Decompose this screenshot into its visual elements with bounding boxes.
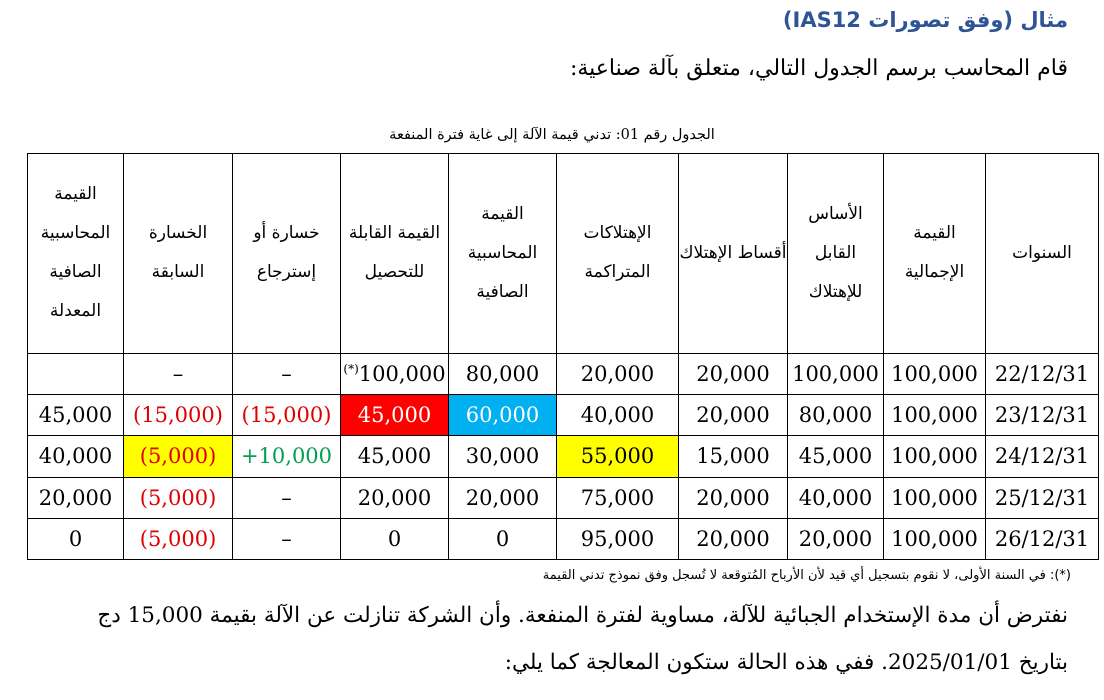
cell-previous-loss-highlighted: (5,000)	[124, 436, 233, 477]
cell-adjusted-net: 0	[28, 518, 124, 559]
cell-accumulated: 40,000	[557, 395, 679, 436]
cell-net-highlighted: 60,000	[449, 395, 557, 436]
table-caption: الجدول رقم 01: تدني قيمة الآلة إلى غاية فترة المنفعة	[389, 127, 715, 143]
cell-gross: 100,000	[884, 436, 986, 477]
header-adjusted-net-value: القيمة المحاسبية الصافية المعدلة	[28, 154, 124, 354]
cell-accumulated-highlighted: 55,000	[557, 436, 679, 477]
cell-recoverable	[341, 353, 449, 394]
cell-previous-loss: (5,000)	[124, 518, 233, 559]
cell-base: 45,000	[788, 436, 884, 477]
header-row	[28, 154, 1099, 354]
table-row	[28, 436, 1099, 477]
example-title: مثال (وفق تصورات IAS12)	[782, 8, 1068, 32]
cell-gross: 100,000	[884, 477, 986, 518]
cell-adjusted-net: 20,000	[28, 477, 124, 518]
cell-installment: 20,000	[679, 395, 788, 436]
cell-loss-reversal: –	[233, 518, 341, 559]
cell-recoverable: 0	[341, 518, 449, 559]
header-depreciable-base: الأساس القابل للإهتلاك	[788, 154, 884, 354]
cell-gross: 100,000	[884, 353, 986, 394]
cell-net: 0	[449, 518, 557, 559]
cell-loss-reversal: –	[233, 353, 341, 394]
cell-gross: 100,000	[884, 518, 986, 559]
cell-accumulated: 75,000	[557, 477, 679, 518]
cell-previous-loss: (15,000)	[124, 395, 233, 436]
reversal-value: +10,000	[240, 444, 333, 469]
cell-recoverable: 20,000	[341, 477, 449, 518]
cell-net: 80,000	[449, 353, 557, 394]
cell-gross: 100,000	[884, 395, 986, 436]
cell-net: 30,000	[449, 436, 557, 477]
header-years: السنوات	[986, 154, 1099, 354]
cell-installment: 20,000	[679, 353, 788, 394]
cell-recoverable-highlighted: 45,000	[341, 395, 449, 436]
paragraph-line-1: نفترض أن مدة الإستخدام الجبائية للآلة، مساوية لفترة المنفعة. وأن الشركة تنازلت عن الآلة بقيمة 15,000 دج	[97, 603, 1068, 628]
header-previous-loss: الخسارة السابقة	[124, 154, 233, 354]
cell-installment: 20,000	[679, 477, 788, 518]
cell-base: 100,000	[788, 353, 884, 394]
intro-text: قام المحاسب برسم الجدول التالي، متعلق بآلة صناعية:	[569, 56, 1068, 81]
cell-accumulated: 20,000	[557, 353, 679, 394]
cell-base: 40,000	[788, 477, 884, 518]
footnote-marker: (*)	[343, 362, 359, 377]
cell-loss-reversal: –	[233, 477, 341, 518]
table-row	[28, 353, 1099, 394]
cell-year: 23/12/31	[986, 395, 1099, 436]
cell-net: 20,000	[449, 477, 557, 518]
cell-base: 20,000	[788, 518, 884, 559]
cell-year: 25/12/31	[986, 477, 1099, 518]
cell-installment: 20,000	[679, 518, 788, 559]
recoverable-value: 100,000	[358, 362, 446, 387]
cell-year: 24/12/31	[986, 436, 1099, 477]
header-recoverable-value: القيمة القابلة للتحصيل	[341, 154, 449, 354]
cell-adjusted-net: 45,000	[28, 395, 124, 436]
table-footnote: (*): في السنة الأولى، لا نقوم بتسجيل أي قيد لأن الأرباح المُتوقعة لا تُسجل وفق نموذج تدني القيمة	[542, 568, 1071, 583]
cell-previous-loss: (5,000)	[124, 477, 233, 518]
cell-previous-loss: –	[124, 353, 233, 394]
cell-adjusted-net: 40,000	[28, 436, 124, 477]
header-net-book-value: القيمة المحاسبية الصافية	[449, 154, 557, 354]
cell-year: 22/12/31	[986, 353, 1099, 394]
paragraph-line-2: بتاريخ 2025/01/01. ففي هذه الحالة ستكون المعالجة كما يلي:	[504, 650, 1068, 675]
cell-loss-reversal: (15,000)	[233, 395, 341, 436]
cell-loss-reversal	[233, 436, 341, 477]
cell-accumulated: 95,000	[557, 518, 679, 559]
cell-base: 80,000	[788, 395, 884, 436]
table-row	[28, 395, 1099, 436]
table-row	[28, 477, 1099, 518]
header-depreciation-installments: أقساط الإهتلاك	[679, 154, 788, 354]
cell-installment: 15,000	[679, 436, 788, 477]
header-loss-or-reversal: خسارة أو إسترجاع	[233, 154, 341, 354]
header-gross-value: القيمة الإجمالية	[884, 154, 986, 354]
table-row	[28, 518, 1099, 559]
impairment-table	[27, 153, 1099, 560]
cell-year: 26/12/31	[986, 518, 1099, 559]
cell-adjusted-net	[28, 353, 124, 394]
header-accumulated-depreciation: الإهتلاكات المتراكمة	[557, 154, 679, 354]
cell-recoverable: 45,000	[341, 436, 449, 477]
